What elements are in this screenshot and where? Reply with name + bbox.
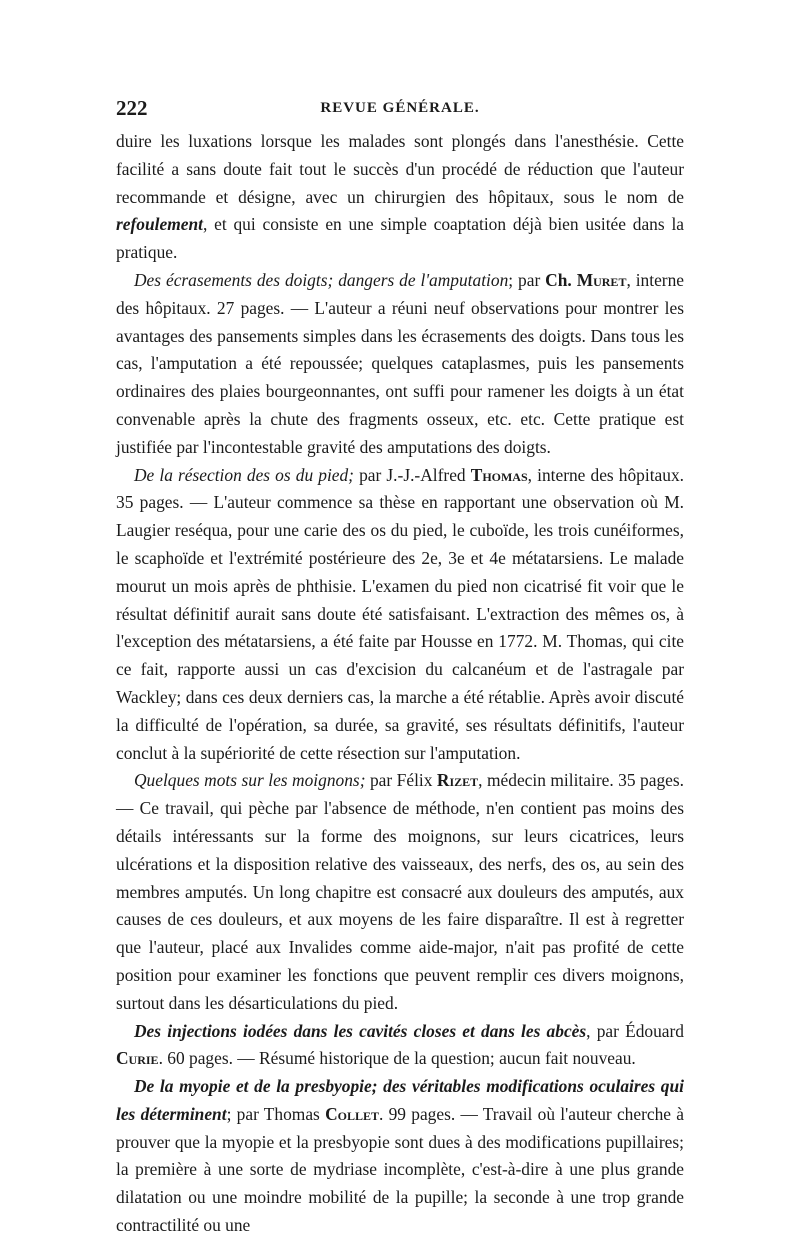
- text-run: , par Édouard: [586, 1020, 684, 1041]
- book-page: [116, 96, 684, 1240]
- work-title: Des écrasements des doigts; dangers de l'amputation: [134, 269, 509, 290]
- author-name: Muret: [576, 269, 627, 290]
- text-run: ; par: [508, 269, 546, 290]
- author-name: Curie: [116, 1048, 159, 1069]
- text-run: . 99 pages. — Travail où l'auteur cherche à prouver que la myopie et la presbyopie sont dues à des modifications pupillaires; la première à une sorte de mydriase incomplète, c'est-à-dire à une plus grande dilatation ou une moindre mobilité de la pupille; la seconde à une trop grande contractilité ou une: [116, 1103, 684, 1236]
- author-name: Thomas: [470, 464, 528, 485]
- work-title: De la myopie et de la presbyopie; des véritables modifications oculaires qui les déterminent: [116, 1076, 684, 1124]
- text-run: , médecin militaire. 35 pages. — Ce travail, qui pèche par l'absence de méthode, n'en contient pas moins des détails intéressants sur la forme des moignons, sur leurs cicatrices, leurs ulcérations et la disposition relative des vaisseaux, des nerfs, des os, au sein des membres amputés. Un long chapitre est consacré aux douleurs des amputés, aux causes de ces douleurs, et aux moyens de les faire disparaître. Il est à regretter que l'auteur, placé aux Invalides comme aide-major, n'ait pas profité de cette position pour examiner les fonctions que peuvent remplir ces divers moignons, surtout dans les désarticulations du pied.: [116, 770, 684, 1013]
- body-text: [116, 128, 684, 1240]
- text-run: par J.-J.-Alfred: [353, 464, 471, 485]
- text-run: duire les luxations lorsque les malades sont plongés dans l'anesthésie. Cette facilité a sans doute fait tout le succès d'un procédé de réduction que l'auteur recommande et désigne, avec un chirurgien des hôpitaux, sous le nom de: [116, 131, 684, 207]
- paragraph: [116, 767, 684, 1017]
- author-initials: Ch.: [545, 269, 577, 290]
- text-run: , interne des hôpitaux. 35 pages. — L'auteur commence sa thèse en rapportant une observation où M. Laugier reséqua, pour une carie des os du pied, le cuboïde, les trois cunéiformes, le scaphoïde et l'extrémité postérieure des 2e, 3e et 4e métatarsiens. Le malade mourut un mois après de phthisie. L'examen du pied non cicatrisé fit voir que le résultat définitif aurait sans doute été satisfaisant. L'extraction des mêmes os, à l'exception des métatarsiens, a été faite par Housse en 1772. M. Thomas, qui cite ce fait, rapporte aussi un cas d'excision du calcanéum et de l'astragale par Wackley; dans ces deux derniers cas, la marche a été rétablie. Après avoir discuté la difficulté de l'opération, sa durée, sa gravité, ses résultats définitifs, l'auteur conclut à la supériorité de cette résection sur l'amputation.: [116, 464, 685, 763]
- work-title: Quelques mots sur les moignons;: [134, 770, 366, 791]
- text-run: . 60 pages. — Résumé historique de la question; aucun fait nouveau.: [158, 1048, 636, 1069]
- paragraph: [116, 128, 684, 267]
- work-title: De la résection des os du pied;: [134, 464, 354, 485]
- text-run: par Félix: [365, 770, 437, 791]
- author-name: Rizet: [436, 770, 479, 791]
- paragraph: [116, 267, 684, 462]
- text-run: ; par Thomas: [226, 1103, 326, 1124]
- paragraph: [116, 462, 684, 768]
- page-number: 222: [116, 96, 148, 120]
- work-title: refoulement: [116, 214, 203, 235]
- author-name: Collet: [325, 1103, 379, 1124]
- text-run: , et qui consiste en une simple coaptation déjà bien usitée dans la pratique.: [116, 214, 684, 263]
- paragraph: [116, 1018, 684, 1074]
- text-run: , interne des hôpitaux. 27 pages. — L'auteur a réuni neuf observations pour montrer les avantages des pansements simples dans les écrasements des doigts. Dans tous les cas, l'amputation a été repoussée; quelques cataplasmes, puis les pansements ordinaires des plaies bourgeonnantes, ont suffi pour ramener les doigts à un état convenable après la chute des fragments osseux, etc. etc. Cette pratique est justifiée par l'incontestable gravité des amputations des doigts.: [116, 269, 685, 457]
- page-header: [116, 96, 684, 126]
- running-title: REVUE GÉNÉRALE.: [320, 100, 480, 116]
- work-title: Des injections iodées dans les cavités closes et dans les abcès: [134, 1020, 587, 1041]
